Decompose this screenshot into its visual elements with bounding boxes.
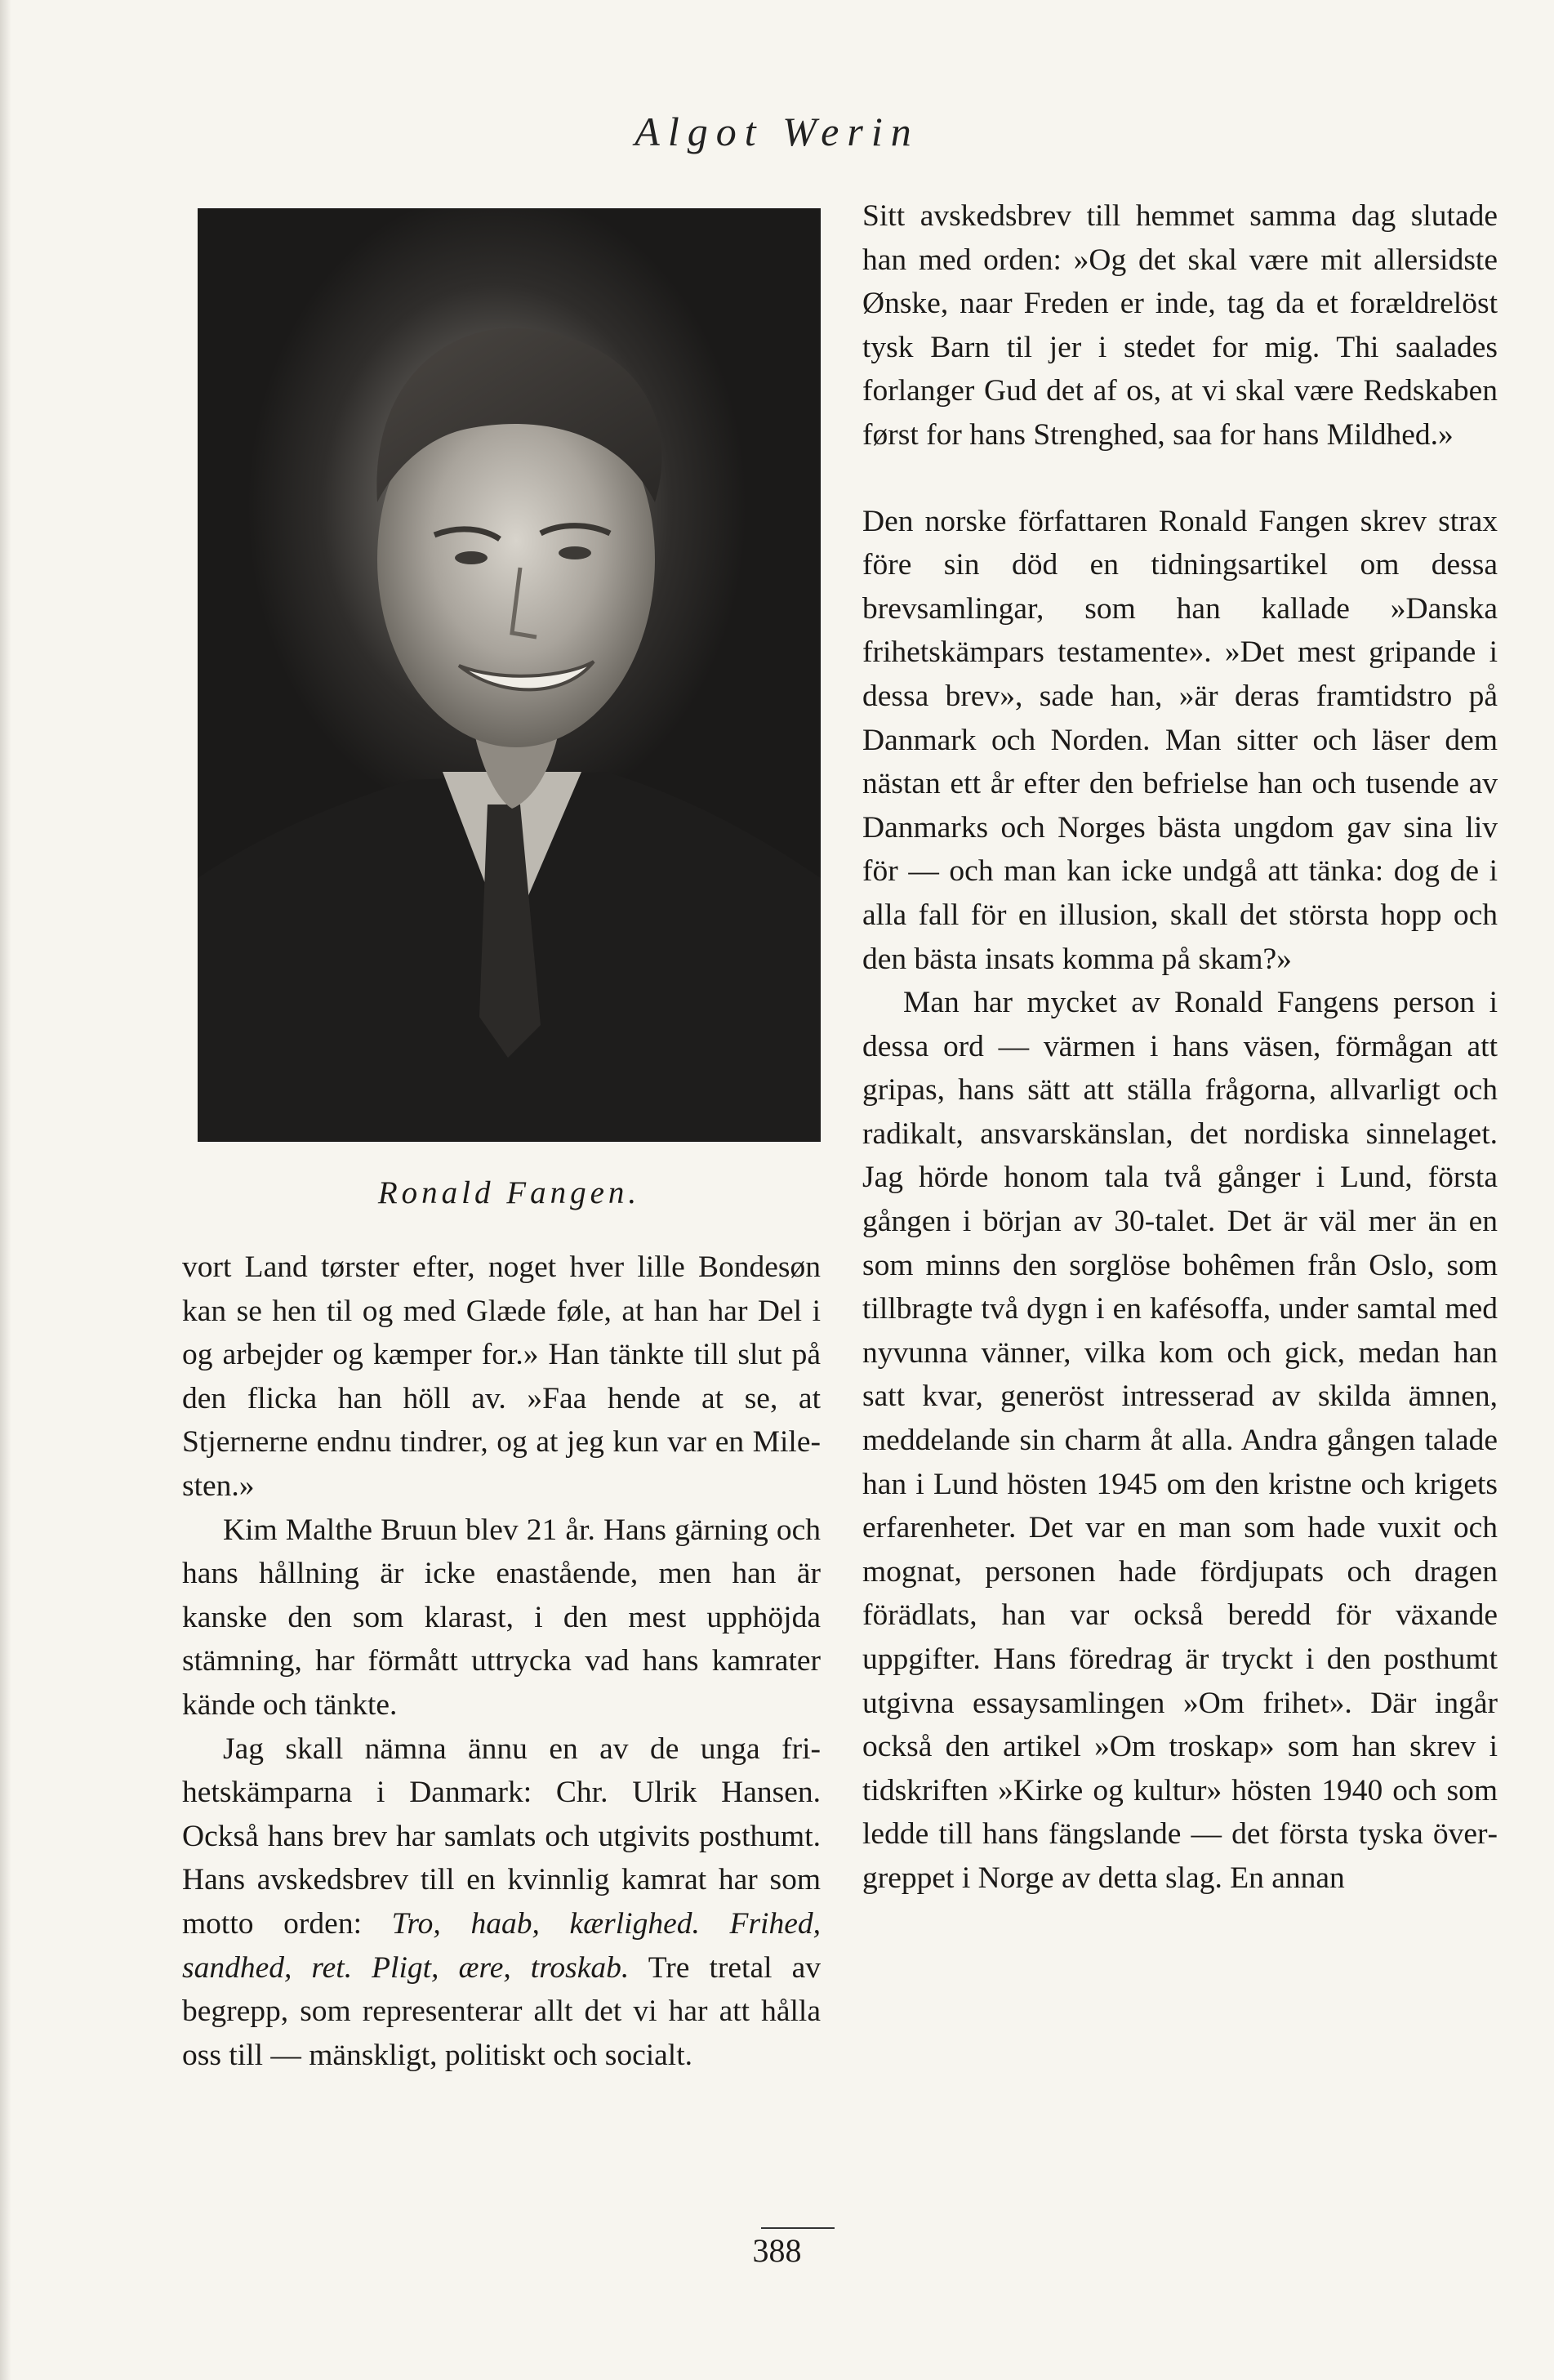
paragraph-text: Jag skall nämna ännu en av de unga frihetskämparna i Danmark: Chr. Ulrik Hansen. Också hans brev har samlats och utgivits posthumt. Hans avskedsbrev till en kvinnlig kamrat har som motto orden:	[182, 1732, 821, 1941]
page-edge-shadow	[0, 0, 11, 2380]
paragraph: vort Land tørster efter, noget hver lille Bondesøn kan se hen til og med Glæde føle, at han har Del i og arbejder og kæmper for.» Han tänkte till slut på den flicka han höll av. »Faa hende at se, at Stjernerne endnu tindrer, og at jeg kun var en Milesten.»	[182, 1250, 821, 1503]
section-gap	[862, 457, 1498, 500]
left-column	[182, 1246, 821, 2077]
paragraph: Man har mycket av Ronald Fangens person i dessa ord — värmen i hans väsen, förmågan att gripas, hans sätt att ställa frågorna, allvarligt och radikalt, ansvarskänslan, det nordiska sinnelaget. Jag hörde honom tala två gånger i Lund, första gången i början av 30-talet. Det är väl mer än en som minns den sorglöse bohêmen från Oslo, som tillbragte två dygn i en kafésoffa, under samtal med nyvunna vänner, vilka kom och gick, medan han satt kvar, generöst intresserad av skilda ämnen, meddelande sin charm åt alla. Andra gången talade han i Lund hösten 1945 om den kristne och krigets erfarenheter. Det var en man som hade vuxit och mognat, personen hade fördjupats och dragen förädlats, han var också beredd för växande uppgifter. Hans föredrag är tryckt i den posthumt utgivna essaysamlingen »Om frihet». Där ingår också den artikel »Om troskap» som han skrev i tidskriften »Kirke og kultur» hösten 1940 och som ledde till hans fängslande — det första tyska övergreppet i Norge av detta slag. En annan	[862, 986, 1498, 1895]
paragraph: Den norske författaren Ronald Fangen skrev strax före sin död en tidningsartikel om dessa brevsamlingar, som han kallade »Danska frihetskämpars testamente». »Det mest gripande i dessa brev», sade han, »är deras framtidstro på Danmark och Norden. Man sitter och läser dem nästan ett år efter den befrielse han och tusende av Danmarks och Norges bästa ungdom gav sina liv för — och man kan icke undgå att tänka: dog de i alla fall för en illusion, skall det största hopp och den bästa insats komma på skam?»	[862, 504, 1498, 976]
page-number-rule	[761, 2227, 835, 2229]
paragraph: Sitt avskedsbrev till hemmet samma dag slutade han med orden: »Og det skal være mit allersidste Ønske, naar Freden er inde, tag da et forældrelöst tysk Barn til jer i stedet for mig. Thi saalades forlanger Gud det af os, at vi skal være Redskaben først for hans Strenghed, saa for hans Mildhed.»	[862, 199, 1498, 452]
paragraph	[182, 1727, 821, 2078]
photo-caption: Ronald Fangen.	[377, 1175, 641, 1210]
portrait-photo	[198, 208, 821, 1142]
motto-italic: Tro, haab, kærlighed. Frihed, sandhed, ret. Pligt, ære, troskab.	[182, 1906, 821, 1985]
portrait-illustration	[198, 208, 821, 1142]
page-number: 388	[752, 2232, 802, 2269]
right-column	[862, 194, 1498, 1901]
running-head: Algot Werin	[635, 109, 919, 154]
paragraph: Kim Malthe Bruun blev 21 år. Hans gärning och hans hållning är icke enastående, men han är kanske den som klarast, i den mest upphöjda stämning, har förmått uttrycka vad hans kamrater kände och tänkte.	[182, 1513, 821, 1722]
paragraph-text: Tre tretal av begrepp, som representerar allt det vi har att hålla oss till — mänskligt, politiskt och socialt.	[182, 1950, 821, 2072]
